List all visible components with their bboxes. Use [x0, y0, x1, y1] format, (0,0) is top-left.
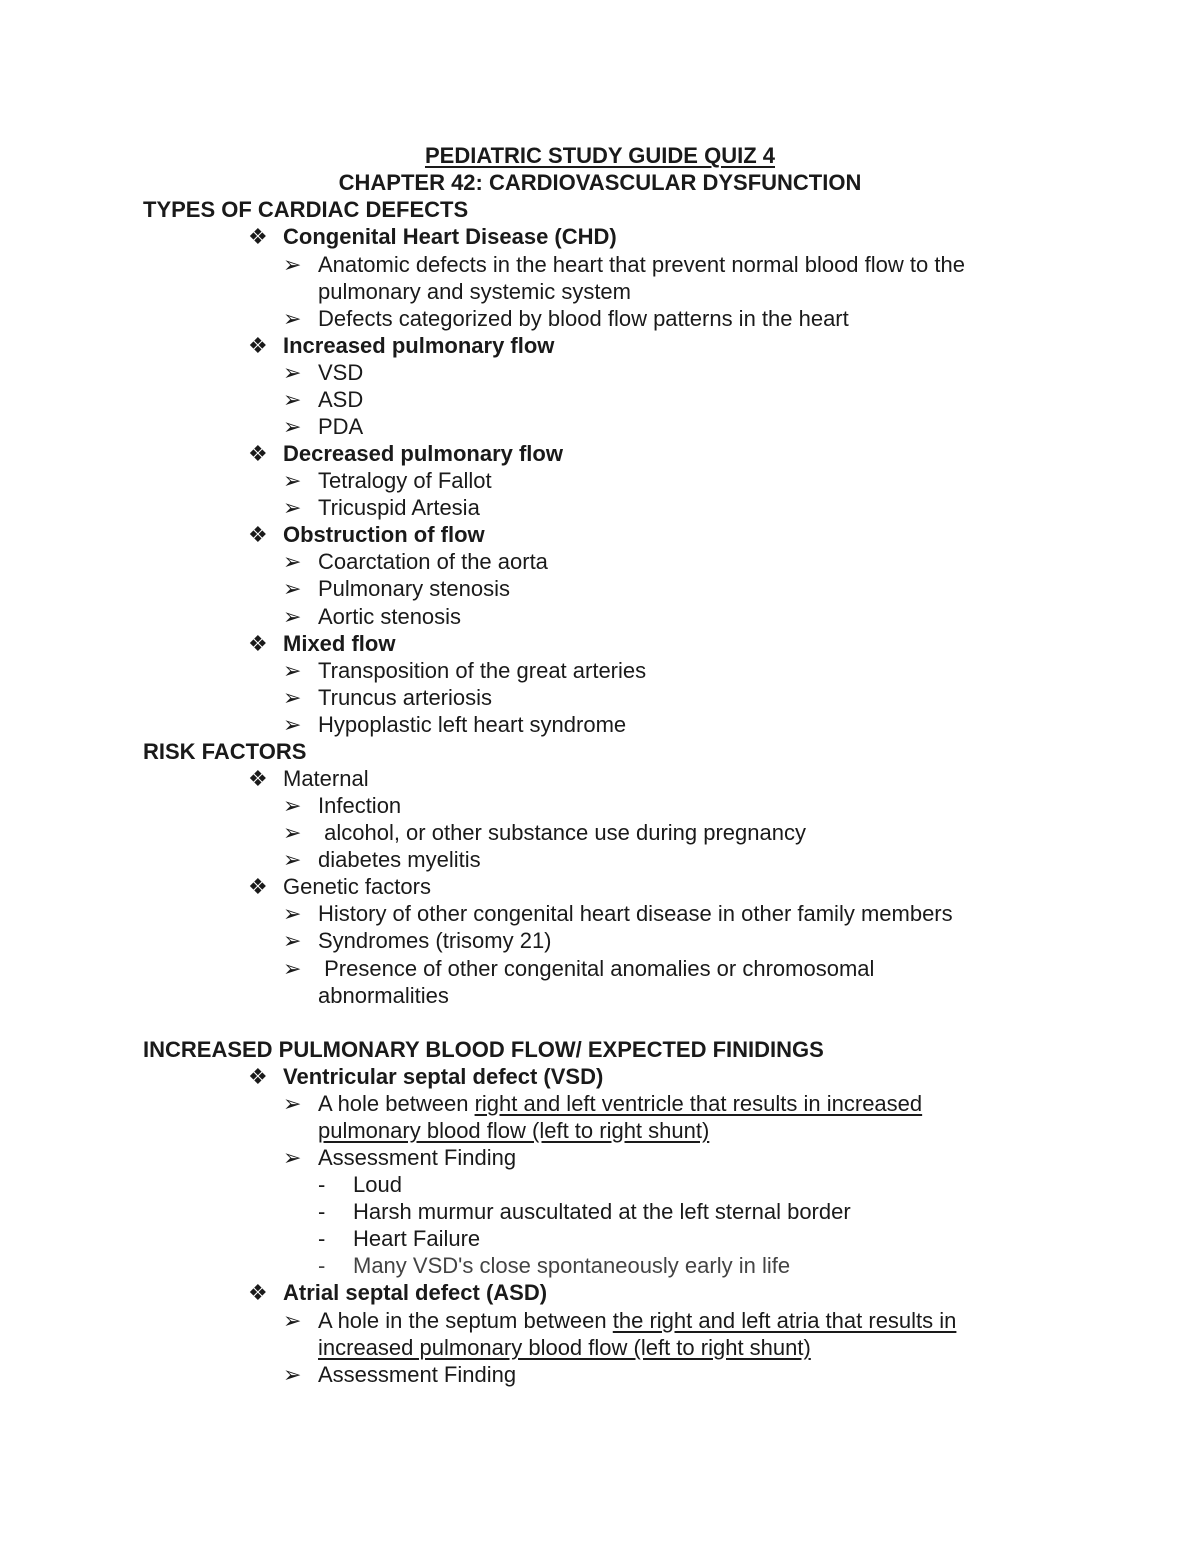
- item-text: History of other congenital heart disease in other family members: [318, 901, 953, 926]
- diamond-bullet-icon: ❖: [248, 631, 268, 656]
- arrow-bullet-icon: ➢: [283, 847, 302, 872]
- item-text: ASD: [318, 387, 364, 412]
- item-label: Genetic factors: [283, 874, 431, 899]
- item-text: diabetes myelitis: [318, 847, 481, 872]
- section-heading-risk: RISK FACTORS: [143, 739, 307, 764]
- item-label: Obstruction of flow: [283, 522, 485, 547]
- arrow-bullet-icon: ➢: [283, 685, 302, 710]
- item-label: Increased pulmonary flow: [283, 333, 555, 358]
- arrow-bullet-icon: ➢: [283, 1362, 302, 1387]
- list-item-decreased-flow: [248, 440, 563, 467]
- page-title: PEDIATRIC STUDY GUIDE QUIZ 4: [424, 143, 775, 168]
- arrow-bullet-icon: ➢: [283, 576, 302, 601]
- item-text: Defects categorized by blood flow patterns in the heart: [318, 306, 849, 331]
- arrow-bullet-icon: ➢: [283, 306, 302, 331]
- item-text: Assessment Finding: [318, 1362, 517, 1387]
- dash-item: [318, 1252, 790, 1279]
- list-item-continuation: pulmonary and systemic system: [318, 279, 631, 304]
- arrow-bullet-icon: ➢: [283, 1091, 302, 1116]
- dash-item: [318, 1171, 402, 1198]
- list-item-chd: [248, 223, 617, 250]
- list-item: [283, 927, 552, 954]
- dash-bullet-icon: -: [318, 1199, 326, 1224]
- arrow-bullet-icon: ➢: [283, 414, 302, 439]
- list-item: [283, 1361, 516, 1388]
- list-item: [283, 413, 363, 440]
- arrow-bullet-icon: ➢: [283, 1145, 302, 1170]
- list-item: [283, 900, 953, 927]
- list-item: [283, 467, 492, 494]
- arrow-bullet-icon: ➢: [283, 468, 302, 493]
- list-item: [283, 1144, 516, 1171]
- item-text: Harsh murmur auscultated at the left sternal border: [353, 1199, 851, 1224]
- list-item: [283, 386, 363, 413]
- item-text: Many VSD's close spontaneously early in life: [353, 1253, 791, 1278]
- diamond-bullet-icon: ❖: [248, 333, 268, 358]
- list-item: [283, 575, 510, 602]
- item-text: Hypoplastic left heart syndrome: [318, 712, 627, 737]
- dash-bullet-icon: -: [318, 1226, 326, 1251]
- list-item: [283, 1090, 922, 1117]
- item-label: Mixed flow: [283, 631, 396, 656]
- list-item-vsd: [248, 1063, 603, 1090]
- item-text: A hole between: [318, 1091, 475, 1116]
- item-text: Infection: [318, 793, 402, 818]
- list-item-mixed-flow: [248, 630, 395, 657]
- item-text: Anatomic defects in the heart that prevent normal blood flow to the: [318, 252, 965, 277]
- dash-item: [318, 1198, 851, 1225]
- list-item: [283, 603, 461, 630]
- list-item: [283, 711, 626, 738]
- diamond-bullet-icon: ❖: [248, 441, 268, 466]
- item-text: alcohol, or other substance use during pregnancy: [318, 820, 806, 845]
- item-text: Transposition of the great arteries: [318, 658, 647, 683]
- dash-item: [318, 1225, 480, 1252]
- list-item-continuation: increased pulmonary blood flow (left to right shunt): [318, 1335, 811, 1360]
- list-item: [283, 548, 548, 575]
- list-item: [283, 251, 965, 278]
- list-item: [283, 792, 401, 819]
- arrow-bullet-icon: ➢: [283, 928, 302, 953]
- section-heading-findings: INCREASED PULMONARY BLOOD FLOW/ EXPECTED FINIDINGS: [143, 1037, 824, 1062]
- list-item-continuation: pulmonary blood flow (left to right shunt): [318, 1118, 710, 1143]
- arrow-bullet-icon: ➢: [283, 604, 302, 629]
- diamond-bullet-icon: ❖: [248, 766, 268, 791]
- arrow-bullet-icon: ➢: [283, 387, 302, 412]
- arrow-bullet-icon: ➢: [283, 1308, 302, 1333]
- arrow-bullet-icon: ➢: [283, 820, 302, 845]
- item-text-underlined: the right and left atria that results in: [612, 1308, 957, 1333]
- list-item-genetic: [248, 873, 431, 900]
- item-label: Decreased pulmonary flow: [283, 441, 563, 466]
- list-item: [283, 1307, 956, 1334]
- item-text: Assessment Finding: [318, 1145, 517, 1170]
- item-text: Tetralogy of Fallot: [318, 468, 492, 493]
- item-text: A hole in the septum between: [318, 1308, 613, 1333]
- section-heading-types: TYPES OF CARDIAC DEFECTS: [143, 197, 469, 222]
- arrow-bullet-icon: ➢: [283, 252, 302, 277]
- item-text-underlined: right and left ventricle that results in increased: [474, 1091, 923, 1116]
- list-item: [283, 684, 492, 711]
- list-item-increased-flow: [248, 332, 554, 359]
- list-item-obstruction: [248, 521, 485, 548]
- diamond-bullet-icon: ❖: [248, 1280, 268, 1305]
- list-item: [283, 819, 806, 846]
- dash-bullet-icon: -: [318, 1172, 326, 1197]
- chd-label: Congenital Heart Disease (CHD): [283, 224, 617, 249]
- list-item: [283, 305, 849, 332]
- item-text: Loud: [353, 1172, 402, 1197]
- list-item: [283, 955, 874, 982]
- item-text: Pulmonary stenosis: [318, 576, 510, 601]
- arrow-bullet-icon: ➢: [283, 712, 302, 737]
- list-item-continuation: abnormalities: [318, 983, 449, 1008]
- item-label: Maternal: [283, 766, 369, 791]
- item-text: Heart Failure: [353, 1226, 481, 1251]
- dash-bullet-icon: -: [318, 1253, 326, 1278]
- chapter-title: CHAPTER 42: CARDIOVASCULAR DYSFUNCTION: [338, 170, 862, 195]
- list-item-asd: [248, 1279, 547, 1306]
- diamond-bullet-icon: ❖: [248, 874, 268, 899]
- item-text: Aortic stenosis: [318, 604, 462, 629]
- diamond-bullet-icon: ❖: [248, 522, 268, 547]
- arrow-bullet-icon: ➢: [283, 495, 302, 520]
- list-item-maternal: [248, 765, 369, 792]
- list-item: [283, 494, 480, 521]
- item-text: PDA: [318, 414, 364, 439]
- diamond-bullet-icon: ❖: [248, 224, 268, 249]
- item-text: Syndromes (trisomy 21): [318, 928, 552, 953]
- item-label: Ventricular septal defect (VSD): [283, 1064, 604, 1089]
- arrow-bullet-icon: ➢: [283, 658, 302, 683]
- arrow-bullet-icon: ➢: [283, 901, 302, 926]
- item-text: Tricuspid Artesia: [318, 495, 480, 520]
- item-text: VSD: [318, 360, 364, 385]
- item-text: Truncus arteriosis: [318, 685, 493, 710]
- arrow-bullet-icon: ➢: [283, 956, 302, 981]
- arrow-bullet-icon: ➢: [283, 549, 302, 574]
- item-label: Atrial septal defect (ASD): [283, 1280, 548, 1305]
- list-item: [283, 846, 481, 873]
- diamond-bullet-icon: ❖: [248, 1064, 268, 1089]
- arrow-bullet-icon: ➢: [283, 793, 302, 818]
- arrow-bullet-icon: ➢: [283, 360, 302, 385]
- item-text: Presence of other congenital anomalies or chromosomal: [318, 956, 875, 981]
- list-item: [283, 359, 363, 386]
- item-text: Coarctation of the aorta: [318, 549, 548, 574]
- list-item: [283, 657, 646, 684]
